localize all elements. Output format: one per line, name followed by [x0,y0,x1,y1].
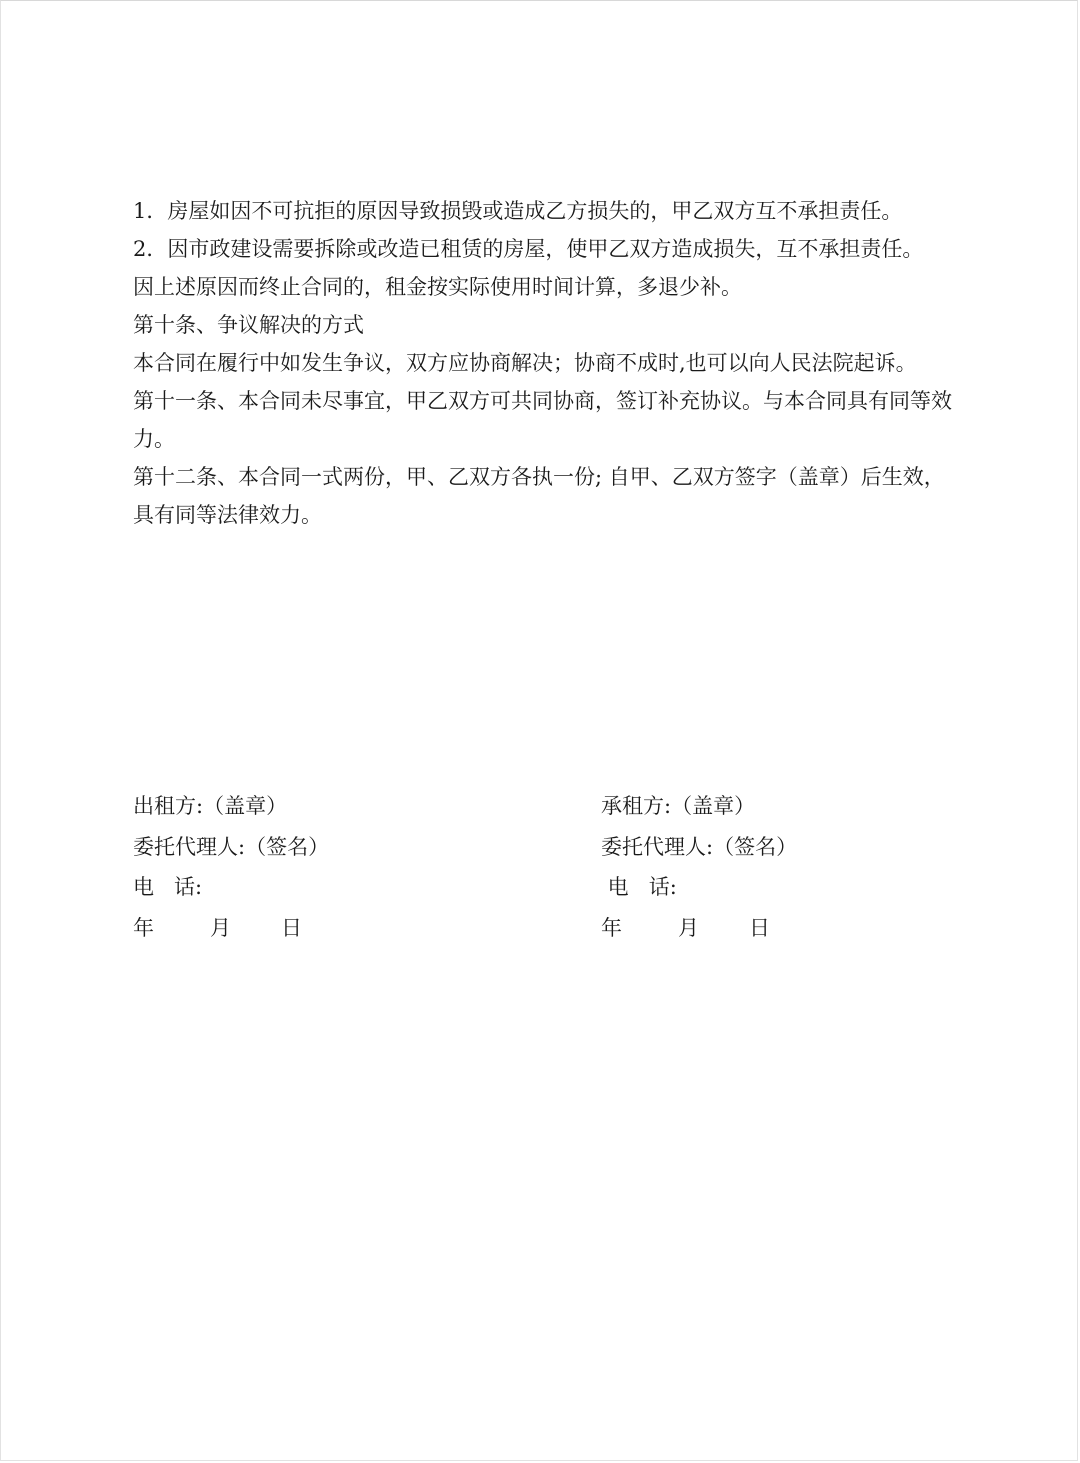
lessee-month-label: 月 [678,915,699,940]
lessor-phone-label: 电 话: [133,875,203,899]
lessee-phone-label: 电 话: [601,875,677,899]
lessee-year-label: 年 [601,915,622,940]
clause-rent-settlement: 因上述原因而终止合同的，租金按实际使用时间计算，多退少补。 [133,275,742,299]
lessor-year-label: 年 [133,915,154,940]
lessee-day-label: 日 [749,915,770,940]
lessor-seal-label: 出租方:（盖章） [133,794,288,818]
clause-force-majeure: 1．房屋如因不可抗拒的原因导致损毁或造成乙方损失的，甲乙双方互不承担责任。 [133,199,903,223]
lessee-date-row [601,908,797,949]
article-ten-heading: 第十条、争议解决的方式 [133,313,364,337]
lessor-agent-label: 委托代理人:（签名） [133,834,330,859]
lessor-date-row [133,908,329,949]
article-twelve-text: 第十二条、本合同一式两份，甲、乙双方各执一份; 自甲、乙双方签字（盖章）后生效，具有同等法律效力。 [133,465,945,527]
lessor-day-label: 日 [281,915,302,940]
article-eleven-text: 第十一条、本合同未尽事宜，甲乙双方可共同协商，签订补充协议。与本合同具有同等效力。 [133,389,952,451]
lessee-agent-label: 委托代理人:（签名） [601,834,798,859]
clause-municipal-demolition: 2．因市政建设需要拆除或改造已租赁的房屋，使甲乙双方造成损失，互不承担责任。 [133,237,924,261]
article-ten-text: 本合同在履行中如发生争议，双方应协商解决；协商不成时,也可以向人民法院起诉。 [133,351,917,375]
lessor-signature-block [133,786,329,948]
lessor-month-label: 月 [210,915,231,940]
contract-body [133,192,963,534]
lessee-signature-block [601,786,797,948]
lessee-seal-label: 承租方:（盖章） [601,794,756,818]
